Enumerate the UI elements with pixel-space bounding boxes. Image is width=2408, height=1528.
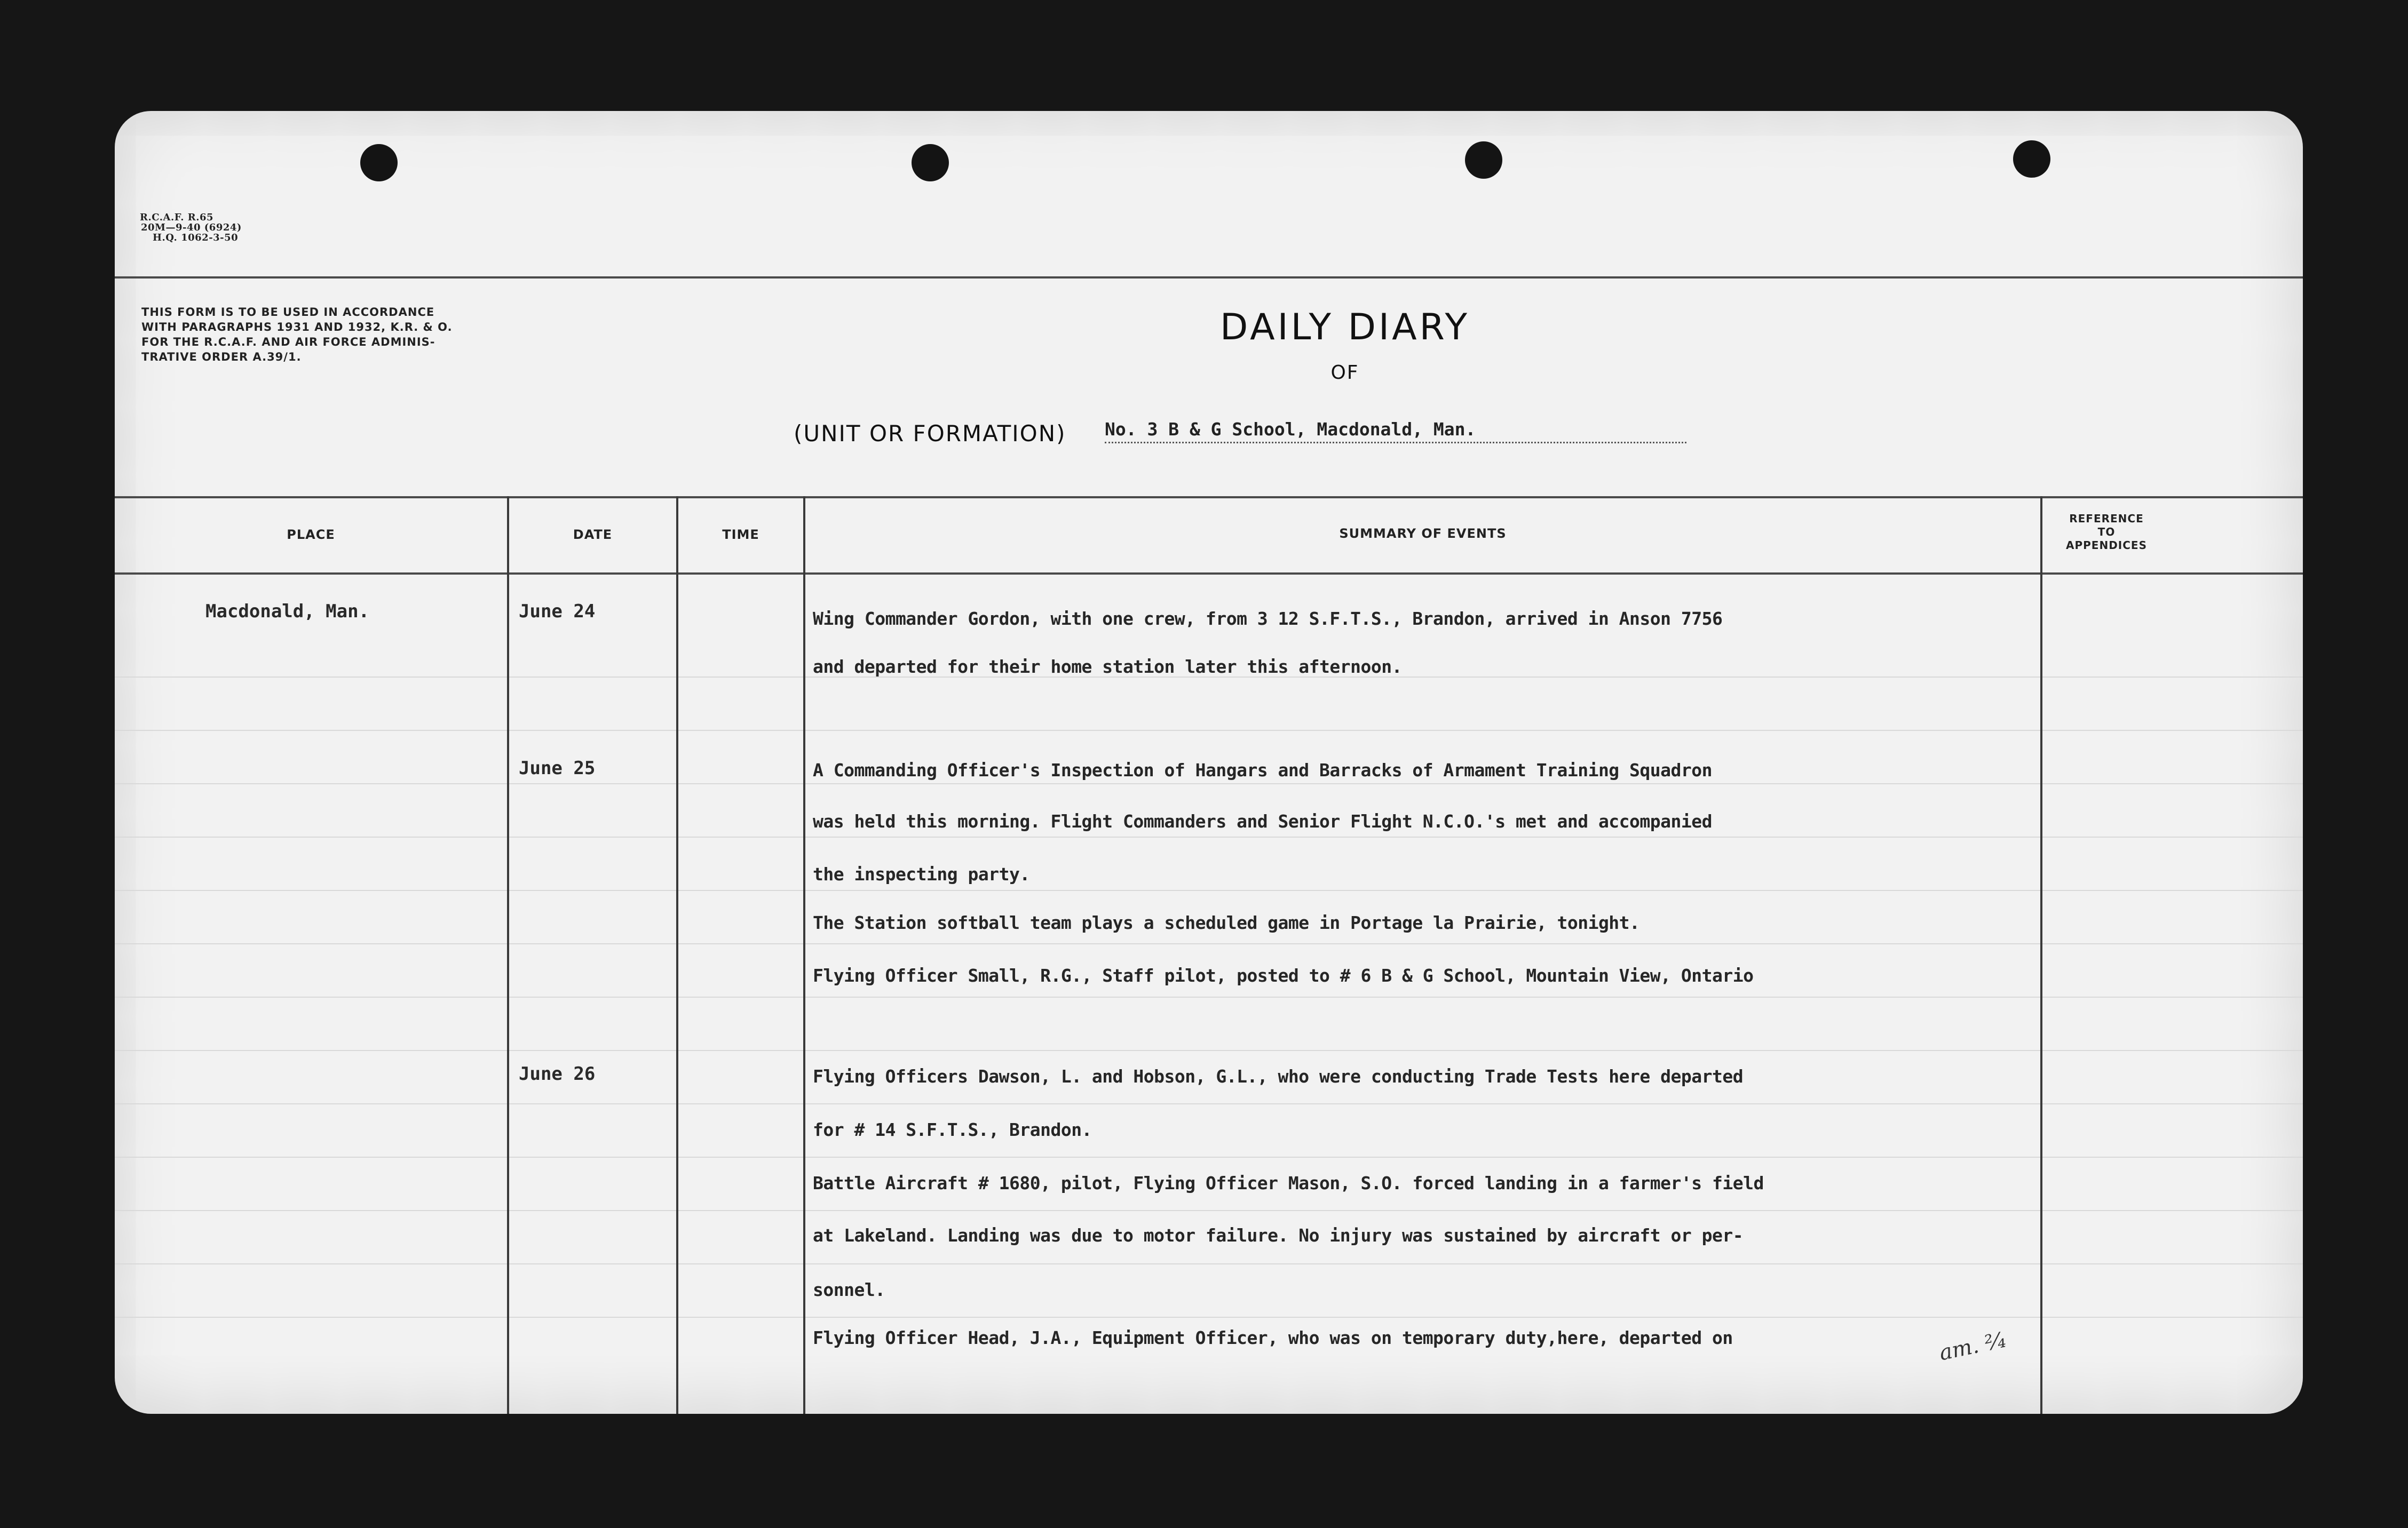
handwritten-initials: am. ²⁄₄ — [1937, 1327, 2008, 1366]
summary-line: Battle Aircraft # 1680, pilot, Flying Officer Mason, S.O. forced landing in a farmer's field — [813, 1173, 1764, 1193]
column-divider — [2040, 496, 2042, 1414]
column-header-summary: SUMMARY OF EVENTS — [1339, 526, 1507, 541]
ruled-line — [115, 1263, 2303, 1264]
ruled-line — [115, 1103, 2303, 1104]
summary-line: at Lakeland. Landing was due to motor failure. No injury was sustained by aircraft or per- — [813, 1225, 1744, 1246]
summary-line: sonnel. — [813, 1279, 885, 1300]
summary-line: was held this morning. Flight Commanders and Senior Flight N.C.O.'s met and accompanied — [813, 811, 1712, 832]
punch-hole — [360, 144, 398, 181]
date-cell: June 24 — [519, 601, 596, 622]
unit-value: No. 3 B & G School, Macdonald, Man. — [1105, 419, 1686, 443]
punch-hole — [1465, 141, 1502, 179]
column-divider — [803, 496, 805, 1414]
date-cell: June 26 — [519, 1063, 596, 1085]
summary-line: A Commanding Officer's Inspection of Hangars and Barracks of Armament Training Squadron — [813, 760, 1712, 781]
summary-line: The Station softball team plays a scheduled game in Portage la Prairie, tonight. — [813, 912, 1640, 933]
ruled-line — [115, 1157, 2303, 1158]
ruled-line — [115, 997, 2303, 998]
ruled-line — [115, 890, 2303, 891]
column-header-date: DATE — [573, 527, 613, 542]
title-of: OF — [1330, 362, 1359, 384]
column-header-place: PLACE — [287, 527, 335, 542]
summary-line: the inspecting party. — [813, 864, 1030, 885]
ruled-line — [115, 837, 2303, 838]
diary-page — [115, 111, 2303, 1414]
summary-line: Flying Officer Small, R.G., Staff pilot, posted to # 6 B & G School, Mountain View, Ontario — [813, 965, 1754, 986]
hq-code: H.Q. 1062-3-50 — [153, 232, 239, 243]
ruled-line — [115, 783, 2303, 784]
ruled-line — [115, 1317, 2303, 1318]
header-bottom-rule — [115, 572, 2303, 575]
place-cell: Macdonald, Man. — [205, 601, 370, 622]
punch-hole — [2013, 140, 2050, 178]
form-id — [140, 212, 242, 243]
print-code: 20M—9-40 (6924) — [141, 222, 242, 233]
column-divider — [507, 496, 509, 1414]
ruled-line — [115, 943, 2303, 944]
column-header-time: TIME — [722, 527, 759, 542]
form-number: R.C.A.F. R.65 — [140, 212, 214, 223]
header-divider — [115, 276, 2303, 278]
punch-hole — [912, 144, 949, 181]
summary-line: Flying Officer Head, J.A., Equipment Officer, who was on temporary duty,here, departed on — [813, 1327, 1733, 1348]
ruled-line — [115, 730, 2303, 731]
column-header-reference: REFERENCE TO APPENDICES — [2066, 512, 2147, 552]
summary-line: Wing Commander Gordon, with one crew, from 3 12 S.F.T.S., Brandon, arrived in Anson 7756 — [813, 608, 1723, 629]
page-title: DAILY DIARY — [1219, 306, 1470, 348]
ruled-line — [115, 1050, 2303, 1051]
ruled-line — [115, 1210, 2303, 1211]
summary-line: and departed for their home station later this afternoon. — [813, 656, 1402, 677]
column-divider — [676, 496, 678, 1414]
table-top-rule — [115, 496, 2303, 498]
summary-line: Flying Officers Dawson, L. and Hobson, G.L., who were conducting Trade Tests here departed — [813, 1066, 1744, 1087]
unit-label: (UNIT OR FORMATION) — [794, 420, 1066, 447]
summary-line: for # 14 S.F.T.S., Brandon. — [813, 1119, 1092, 1140]
usage-notice: THIS FORM IS TO BE USED IN ACCORDANCE WITH PARAGRAPHS 1931 AND 1932, K.R. & O. FOR THE R.C.A.F. AND AIR FORCE ADMINIS- TRATIVE ORDER A.39/1. — [141, 306, 453, 363]
date-cell: June 25 — [519, 758, 596, 779]
